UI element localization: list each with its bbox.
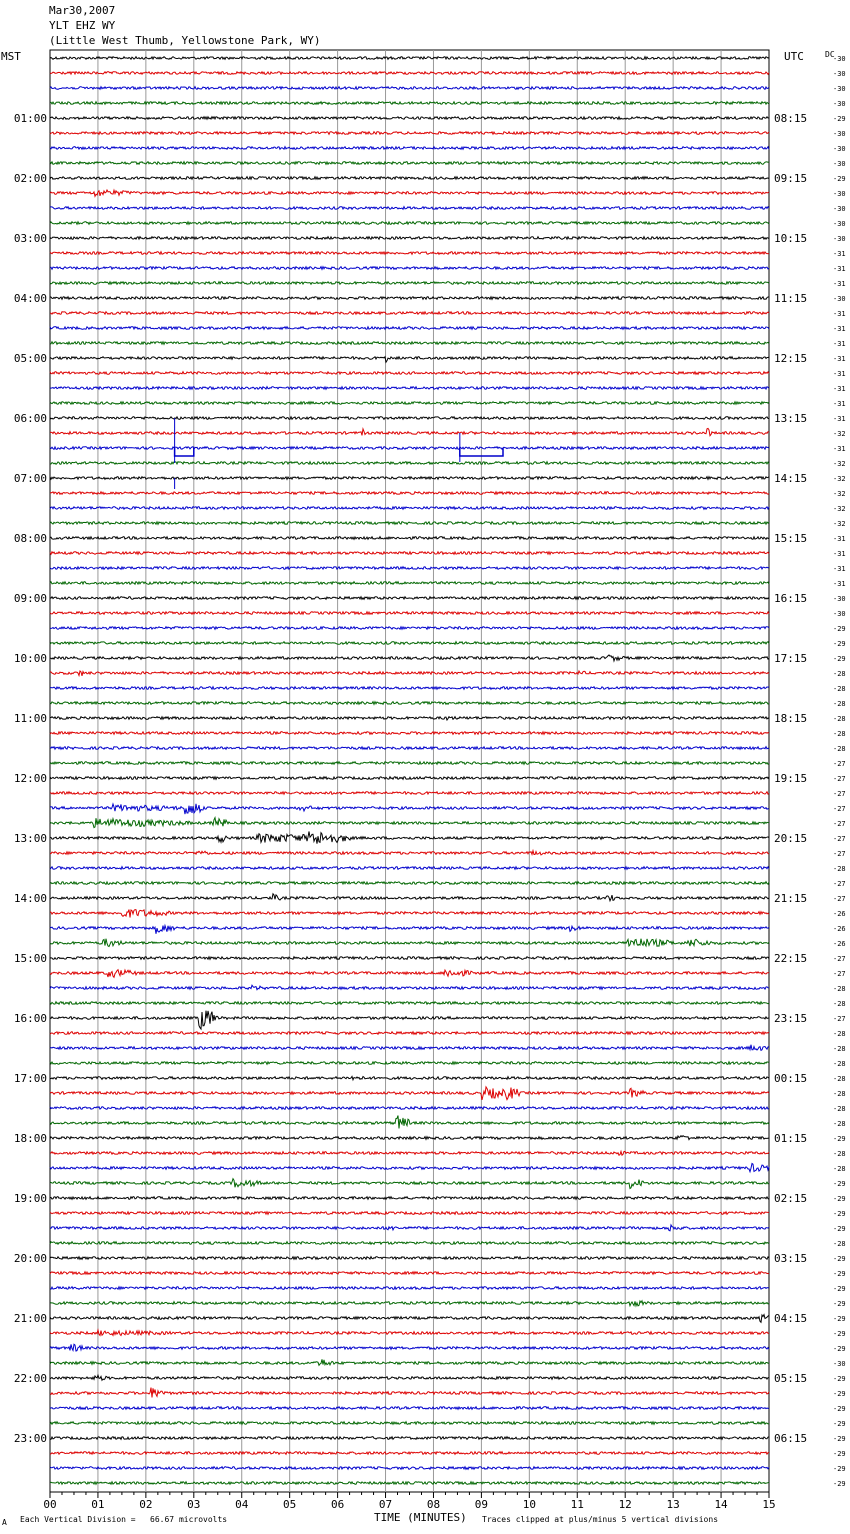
- utc-hour-label: 16:15: [774, 592, 808, 605]
- trace-line: [50, 57, 769, 60]
- corner-mark: A: [2, 1518, 7, 1527]
- trace-line: [50, 1422, 769, 1425]
- mst-hour-label: 12:00: [13, 772, 47, 785]
- trace-line: [50, 417, 769, 420]
- utc-hour-label: 05:15: [774, 1372, 808, 1385]
- dc-offset-label: -30: [833, 85, 846, 93]
- trace-line: [50, 985, 769, 990]
- dc-offset-label: -26: [833, 940, 846, 948]
- dc-offset-label: -29: [833, 1345, 846, 1353]
- dc-offset-label: -29: [833, 1480, 846, 1488]
- trace-line: [50, 1107, 769, 1110]
- dc-offset-label: -29: [833, 115, 846, 123]
- x-tick-label: 01: [91, 1498, 105, 1511]
- mst-hour-label: 05:00: [13, 352, 47, 365]
- trace-line: [50, 1388, 769, 1398]
- dc-offset-label: -30: [833, 145, 846, 153]
- mst-hour-label: 22:00: [13, 1372, 47, 1385]
- dc-offset-label: -29: [833, 625, 846, 633]
- utc-hour-label: 19:15: [774, 772, 808, 785]
- mst-label: MST: [1, 50, 21, 63]
- dc-offset-label: -30: [833, 205, 846, 213]
- trace-line: [50, 792, 769, 795]
- dc-offset-label: -31: [833, 415, 846, 423]
- dc-offset-label: -28: [833, 1030, 846, 1038]
- trace-line: [50, 1330, 769, 1335]
- dc-offset-label: -30: [833, 160, 846, 168]
- dc-offset-label: -28: [833, 985, 846, 993]
- trace-line: [50, 1212, 769, 1215]
- trace-line: [50, 462, 769, 465]
- mst-hour-label: 10:00: [13, 652, 47, 665]
- dc-offset-label: -29: [833, 1180, 846, 1188]
- dc-offset-label: -28: [833, 1045, 846, 1053]
- trace-line: [50, 1467, 769, 1470]
- mst-hour-label: 16:00: [13, 1012, 47, 1025]
- mst-hour-label: 11:00: [13, 712, 47, 725]
- utc-hour-label: 10:15: [774, 232, 808, 245]
- trace-line: [50, 1257, 769, 1260]
- trace-line: [50, 1164, 769, 1172]
- dc-offset-label: -29: [833, 1210, 846, 1218]
- dc-offset-label: -31: [833, 355, 846, 363]
- utc-hour-label: 08:15: [774, 112, 808, 125]
- trace-line: [50, 117, 769, 120]
- trace-line: [50, 342, 769, 345]
- dc-offset-label: -29: [833, 1375, 846, 1383]
- x-tick-label: 08: [426, 1498, 441, 1511]
- trace-line: [50, 894, 769, 901]
- trace-line: [50, 970, 769, 978]
- dc-offset-label: -27: [833, 970, 846, 978]
- x-tick-label: 06: [330, 1498, 345, 1511]
- dc-offset-label: -32: [833, 460, 846, 468]
- trace-line: [50, 1136, 769, 1140]
- dc-offset-label: -28: [833, 1120, 846, 1128]
- dc-offset-label: -28: [833, 1060, 846, 1068]
- trace-line: [50, 102, 769, 105]
- utc-hour-label: 06:15: [774, 1432, 808, 1445]
- trace-line: [50, 1179, 769, 1189]
- dc-offset-label: -28: [833, 865, 846, 873]
- trace-line: [50, 87, 769, 90]
- utc-hour-label: 03:15: [774, 1252, 808, 1265]
- mst-hour-label: 15:00: [13, 952, 47, 965]
- trace-line: [50, 237, 769, 240]
- trace-line: [50, 687, 769, 690]
- dc-offset-label: -29: [833, 1435, 846, 1443]
- trace-line: [50, 597, 769, 600]
- clipping-note: Traces clipped at plus/minus 5 vertical divisions: [482, 1515, 719, 1524]
- trace-line: [50, 447, 769, 450]
- trace-line: [50, 1225, 769, 1231]
- dc-offset-label: -32: [833, 490, 846, 498]
- dc-offset-label: -29: [833, 1390, 846, 1398]
- x-tick-label: 00: [43, 1498, 57, 1511]
- x-tick-label: 05: [283, 1498, 297, 1511]
- trace-line: [50, 297, 769, 300]
- trace-line: [50, 387, 769, 390]
- dc-offset-label: -29: [833, 1465, 846, 1473]
- trace-line: [50, 1437, 769, 1440]
- date-title: Mar30,2007: [49, 4, 116, 17]
- trace-line: [50, 1301, 769, 1306]
- trace-line: [50, 177, 769, 180]
- utc-hour-label: 23:15: [774, 1012, 808, 1025]
- dc-offset-label: -27: [833, 820, 846, 828]
- dc-offset-label: -30: [833, 130, 846, 138]
- trace-line: [50, 1482, 769, 1485]
- dc-offset-label: -31: [833, 265, 846, 273]
- utc-hour-label: 09:15: [774, 172, 808, 185]
- dc-offset-label: -30: [833, 295, 846, 303]
- trace-line: [50, 910, 769, 918]
- mst-hour-label: 23:00: [13, 1432, 47, 1445]
- dc-offset-label: -31: [833, 280, 846, 288]
- dc-offset-label: -28: [833, 1105, 846, 1113]
- dc-offset-label: -31: [833, 535, 846, 543]
- dc-offset-label: -30: [833, 190, 846, 198]
- trace-line: [50, 1315, 769, 1323]
- utc-hour-label: 13:15: [774, 412, 808, 425]
- dc-offset-label: -28: [833, 685, 846, 693]
- trace-line: [50, 190, 769, 196]
- utc-hour-label: 12:15: [774, 352, 808, 365]
- trace-line: [50, 702, 769, 705]
- dc-offset-label: -30: [833, 595, 846, 603]
- dc-offset-label: -29: [833, 1450, 846, 1458]
- trace-line: [50, 642, 769, 645]
- mst-hour-label: 01:00: [13, 112, 47, 125]
- trace-line: [50, 655, 769, 661]
- mst-hour-label: 13:00: [13, 832, 47, 845]
- x-axis-title: TIME (MINUTES): [374, 1511, 467, 1524]
- utc-hour-label: 21:15: [774, 892, 808, 905]
- utc-hour-label: 01:15: [774, 1132, 808, 1145]
- x-tick-label: 14: [714, 1498, 728, 1511]
- mst-hour-label: 09:00: [13, 592, 47, 605]
- trace-line: [50, 1452, 769, 1455]
- utc-hour-label: 15:15: [774, 532, 808, 545]
- trace-line: [50, 428, 769, 435]
- dc-offset-label: -28: [833, 1150, 846, 1158]
- trace-line: [50, 147, 769, 150]
- dc-offset-label: -29: [833, 1255, 846, 1263]
- dc-offset-label: -28: [833, 700, 846, 708]
- trace-line: [50, 267, 769, 270]
- mst-hour-label: 17:00: [13, 1072, 47, 1085]
- trace-line: [50, 222, 769, 225]
- trace-line: [50, 1087, 769, 1100]
- dc-offset-label: -29: [833, 1285, 846, 1293]
- dc-offset-label: -31: [833, 250, 846, 258]
- utc-hour-label: 20:15: [774, 832, 808, 845]
- trace-line: [50, 818, 769, 828]
- vertical-division-note: Each Vertical Division = 66.67 microvolts: [20, 1515, 228, 1524]
- dc-offset-label: -31: [833, 310, 846, 318]
- trace-line: [50, 1045, 769, 1051]
- dc-offset-label: -31: [833, 580, 846, 588]
- dc-offset-label: -27: [833, 760, 846, 768]
- mst-hour-label: 08:00: [13, 532, 47, 545]
- trace-line: [50, 1002, 769, 1005]
- dc-offset-label: -29: [833, 1225, 846, 1233]
- trace-line: [50, 402, 769, 405]
- mst-hour-label: 19:00: [13, 1192, 47, 1205]
- trace-line: [50, 867, 769, 870]
- trace-line: [50, 327, 769, 330]
- dc-offset-label: -26: [833, 925, 846, 933]
- trace-line: [50, 957, 769, 960]
- dc-offset-label: -30: [833, 55, 846, 63]
- dc-offset-label: -29: [833, 1420, 846, 1428]
- dc-offset-label: -30: [833, 70, 846, 78]
- trace-line: [50, 552, 769, 555]
- dc-offset-label: -28: [833, 730, 846, 738]
- trace-line: [50, 357, 769, 363]
- trace-line: [50, 207, 769, 210]
- trace-line: [50, 1116, 769, 1129]
- trace-line: [50, 162, 769, 165]
- utc-label: UTC: [784, 50, 804, 63]
- trace-line: [50, 1197, 769, 1200]
- x-tick-label: 02: [139, 1498, 153, 1511]
- trace-line: [50, 1062, 769, 1065]
- dc-offset-label: -27: [833, 775, 846, 783]
- location-title: (Little West Thumb, Yellowstone Park, WY): [49, 34, 321, 47]
- utc-hour-label: 04:15: [774, 1312, 808, 1325]
- dc-offset-label: -28: [833, 1075, 846, 1083]
- station-title: YLT EHZ WY: [49, 19, 116, 32]
- trace-line: [50, 671, 769, 676]
- dc-offset-label: -30: [833, 235, 846, 243]
- utc-hour-label: 18:15: [774, 712, 808, 725]
- dc-offset-label: -28: [833, 715, 846, 723]
- dc-offset-label: -29: [833, 175, 846, 183]
- trace-line: [50, 1076, 769, 1079]
- dc-offset-label: -29: [833, 1300, 846, 1308]
- trace-line: [50, 567, 769, 570]
- trace-line: [50, 1032, 769, 1035]
- trace-line: [50, 252, 769, 255]
- dc-offset-label: -28: [833, 670, 846, 678]
- dc-offset-label: -27: [833, 880, 846, 888]
- dc-offset-label: -28: [833, 1165, 846, 1173]
- trace-line: [50, 804, 769, 814]
- mst-hour-label: 21:00: [13, 1312, 47, 1325]
- mst-hour-label: 02:00: [13, 172, 47, 185]
- x-tick-label: 03: [187, 1498, 201, 1511]
- dc-offset-label: -31: [833, 325, 846, 333]
- dc-offset-label: -31: [833, 550, 846, 558]
- trace-line: [50, 717, 769, 720]
- dc-offset-label: -29: [833, 1270, 846, 1278]
- trace-line: [50, 1242, 769, 1245]
- dc-offset-label: -27: [833, 955, 846, 963]
- utc-hour-label: 00:15: [774, 1072, 808, 1085]
- mst-hour-label: 06:00: [13, 412, 47, 425]
- trace-line: [50, 1287, 769, 1290]
- mst-hour-label: 03:00: [13, 232, 47, 245]
- dc-offset-label: -28: [833, 1090, 846, 1098]
- trace-line: [50, 939, 769, 947]
- x-tick-label: 09: [474, 1498, 489, 1511]
- utc-hour-label: 14:15: [774, 472, 808, 485]
- mst-hour-label: 18:00: [13, 1132, 47, 1145]
- mst-hour-label: 14:00: [13, 892, 47, 905]
- dc-offset-label: -31: [833, 370, 846, 378]
- dc-offset-label: -27: [833, 790, 846, 798]
- trace-line: [50, 1375, 769, 1380]
- dc-offset-label: -31: [833, 445, 846, 453]
- trace-line: [50, 312, 769, 315]
- dc-offset-label: -29: [833, 1195, 846, 1203]
- dc-offset-label: -28: [833, 745, 846, 753]
- trace-line: [50, 732, 769, 735]
- dc-offset-label: -30: [833, 100, 846, 108]
- trace-line: [50, 831, 769, 843]
- mst-hour-label: 07:00: [13, 472, 47, 485]
- dc-offset-label: -32: [833, 520, 846, 528]
- x-tick-label: 04: [235, 1498, 249, 1511]
- dc-offset-label: -27: [833, 895, 846, 903]
- dc-offset-label: -31: [833, 565, 846, 573]
- trace-line: [50, 1407, 769, 1410]
- utc-hour-label: 11:15: [774, 292, 808, 305]
- mst-hour-label: 04:00: [13, 292, 47, 305]
- dc-label: DC: [825, 50, 835, 59]
- dc-offset-label: -31: [833, 385, 846, 393]
- trace-line: [50, 747, 769, 750]
- dc-offset-label: -32: [833, 430, 846, 438]
- x-tick-label: 12: [618, 1498, 632, 1511]
- trace-line: [50, 72, 769, 75]
- dc-offset-label: -29: [833, 1135, 846, 1143]
- trace-line: [50, 492, 769, 495]
- utc-hour-label: 22:15: [774, 952, 808, 965]
- x-tick-label: 13: [666, 1498, 680, 1511]
- utc-hour-label: 02:15: [774, 1192, 808, 1205]
- trace-line: [50, 582, 769, 585]
- dc-offset-label: -32: [833, 475, 846, 483]
- dc-offset-label: -28: [833, 1000, 846, 1008]
- trace-line: [50, 1151, 769, 1155]
- trace-gap-step: [175, 448, 194, 456]
- dc-offset-label: -26: [833, 910, 846, 918]
- dc-offset-label: -30: [833, 610, 846, 618]
- x-tick-label: 10: [522, 1498, 536, 1511]
- mst-hour-label: 20:00: [13, 1252, 47, 1265]
- dc-offset-label: -29: [833, 640, 846, 648]
- trace-line: [50, 926, 769, 934]
- trace-line: [50, 851, 769, 855]
- trace-line: [50, 522, 769, 525]
- trace-line: [50, 1011, 769, 1029]
- utc-hour-label: 17:15: [774, 652, 808, 665]
- trace-line: [50, 1272, 769, 1275]
- x-tick-label: 07: [378, 1498, 393, 1511]
- trace-line: [50, 477, 769, 480]
- trace-line: [50, 777, 769, 780]
- x-tick-label: 11: [570, 1498, 584, 1511]
- trace-line: [50, 372, 769, 375]
- trace-line: [50, 762, 769, 765]
- dc-offset-label: -31: [833, 340, 846, 348]
- dc-offset-label: -29: [833, 1315, 846, 1323]
- dc-offset-label: -27: [833, 805, 846, 813]
- dc-offset-label: -27: [833, 1015, 846, 1023]
- dc-offset-label: -29: [833, 1330, 846, 1338]
- trace-line: [50, 612, 769, 615]
- trace-line: [50, 537, 769, 540]
- dc-offset-label: -28: [833, 1240, 846, 1248]
- dc-offset-label: -32: [833, 505, 846, 513]
- x-tick-label: 15: [762, 1498, 776, 1511]
- plot-frame: [50, 50, 769, 1492]
- trace-line: [50, 882, 769, 885]
- trace-line: [50, 282, 769, 285]
- dc-offset-label: -29: [833, 1405, 846, 1413]
- dc-offset-label: -31: [833, 400, 846, 408]
- dc-offset-label: -27: [833, 850, 846, 858]
- dc-offset-label: -29: [833, 655, 846, 663]
- trace-line: [50, 1359, 769, 1365]
- trace-line: [50, 627, 769, 630]
- trace-line: [50, 132, 769, 135]
- trace-line: [50, 507, 769, 510]
- dc-offset-label: -30: [833, 220, 846, 228]
- dc-offset-label: -27: [833, 835, 846, 843]
- trace-line: [50, 1344, 769, 1351]
- dc-offset-label: -30: [833, 1360, 846, 1368]
